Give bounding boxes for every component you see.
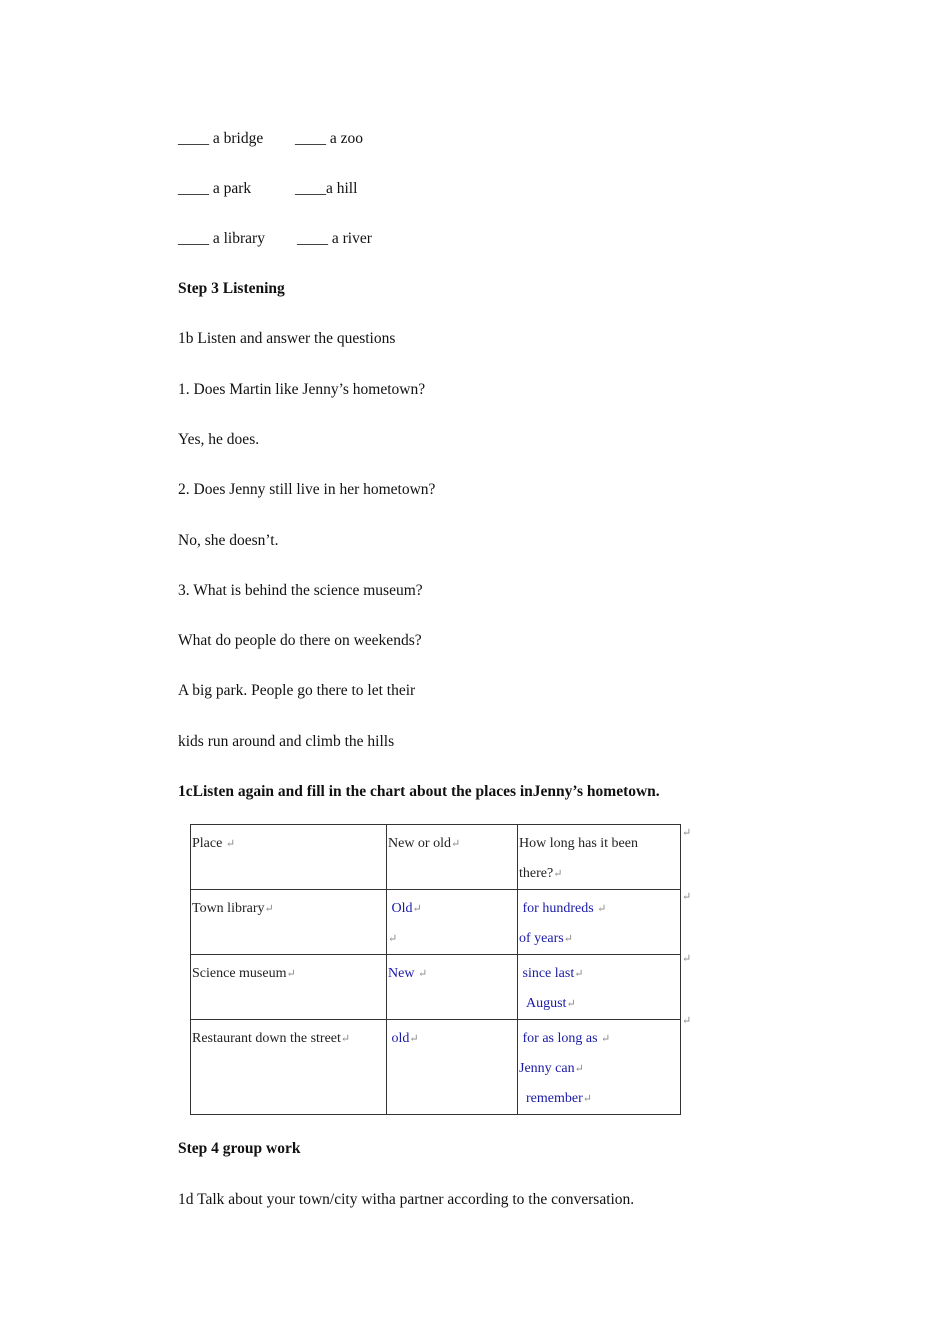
vocab-item: ____ a park bbox=[178, 180, 252, 197]
vocab-row bbox=[178, 179, 358, 199]
cell-age: New ↵ bbox=[387, 955, 518, 1020]
answer-3-continued: kids run around and climb the hills bbox=[178, 733, 395, 750]
cell-duration: for as long as ↵ Jenny can↵ remember↵ bbox=[518, 1020, 681, 1115]
exercise-1d-text: 1d Talk about your town/city witha partner according to the conversation. bbox=[178, 1191, 635, 1208]
header-new-or-old: New or old↵ bbox=[387, 825, 518, 890]
cell-age: Old↵ ↵ bbox=[387, 890, 518, 955]
table-row bbox=[191, 955, 681, 1020]
header-how-long: How long has it been there?↵ bbox=[518, 825, 681, 890]
cell-age: old↵ bbox=[387, 1020, 518, 1115]
vocab-item: ____ a zoo bbox=[295, 130, 364, 147]
vocab-item: ____ a river bbox=[297, 230, 372, 247]
step3-heading: Step 3 Listening bbox=[178, 280, 285, 297]
places-chart bbox=[190, 824, 681, 1115]
question-3-continued: What do people do there on weekends? bbox=[178, 632, 422, 649]
question-2: 2. Does Jenny still live in her hometown? bbox=[178, 481, 436, 498]
row-end-mark: ↵ bbox=[682, 953, 692, 965]
exercise-1b-title: 1b Listen and answer the questions bbox=[178, 330, 396, 347]
cell-place: Town library↵ bbox=[191, 890, 387, 955]
question-1: 1. Does Martin like Jenny’s hometown? bbox=[178, 381, 426, 398]
answer-1: Yes, he does. bbox=[178, 431, 260, 448]
vocab-row bbox=[178, 229, 372, 249]
answer-2: No, she doesn’t. bbox=[178, 532, 279, 549]
row-end-mark: ↵ bbox=[682, 1015, 692, 1027]
table-row bbox=[191, 1020, 681, 1115]
cell-duration: since last↵ August↵ bbox=[518, 955, 681, 1020]
step4-heading: Step 4 group work bbox=[178, 1140, 301, 1157]
vocab-row bbox=[178, 129, 364, 149]
table-header-row bbox=[191, 825, 681, 890]
question-3: 3. What is behind the science museum? bbox=[178, 582, 423, 599]
row-end-mark: ↵ bbox=[682, 891, 692, 903]
header-place: Place ↵ bbox=[191, 825, 387, 890]
vocab-item: ____a hill bbox=[295, 180, 358, 197]
vocab-item: ____ a bridge bbox=[178, 130, 264, 147]
vocab-item: ____ a library bbox=[178, 230, 265, 247]
cell-place: Science museum↵ bbox=[191, 955, 387, 1020]
cell-duration: for hundreds ↵ of years↵ bbox=[518, 890, 681, 955]
table-row bbox=[191, 890, 681, 955]
exercise-1c-title: 1cListen again and fill in the chart about the places inJenny’s hometown. bbox=[178, 783, 660, 800]
row-end-mark: ↵ bbox=[682, 827, 692, 839]
cell-place: Restaurant down the street↵ bbox=[191, 1020, 387, 1115]
answer-3: A big park. People go there to let their bbox=[178, 682, 416, 699]
